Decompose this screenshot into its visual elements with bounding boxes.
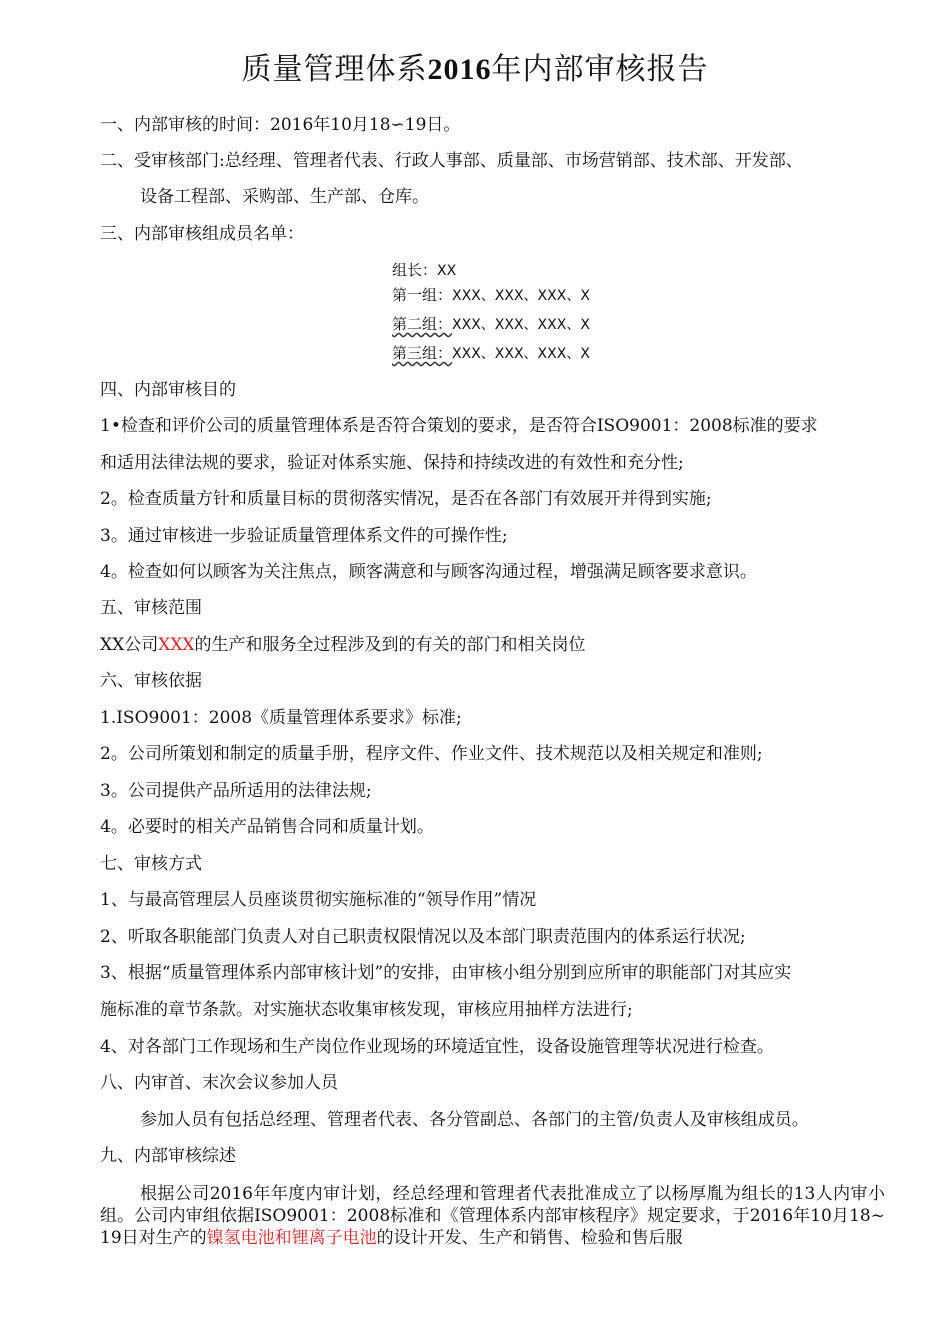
- section-5-scope: [100, 633, 890, 657]
- group-1-members: XXX、XXX、XXX、X: [452, 288, 590, 304]
- section-6-item-4: 4。必要时的相关产品销售合同和质量计划。: [100, 817, 434, 837]
- section-7-item-2: 2、听取各职能部门负责人对自己职责权限情况以及本部门职责范围内的体系运行状况;: [100, 927, 746, 947]
- team-leader: [392, 260, 950, 281]
- section-5-heading: 五、审核范围: [100, 598, 202, 618]
- section-6-item-2: 2。公司所策划和制定的质量手册，程序文件、作业文件、技术规范以及相关规定和准则;: [100, 744, 763, 764]
- page-title: [0, 44, 950, 88]
- group-3-label: 第三组：: [392, 344, 453, 362]
- audit-time: 一、内部审核的时间：2016年10月18∽19日。: [100, 115, 461, 135]
- scope-highlight: XXX: [158, 635, 195, 655]
- summary-text-b: 的设计开发、生产和销售、检验和售后服: [376, 1228, 683, 1248]
- group-3: [392, 343, 950, 364]
- section-4-item-3: 3。通过审核进一步验证质量管理体系文件的可操作性;: [100, 526, 508, 546]
- title-pre: 质量管理体系: [241, 52, 428, 87]
- section-7-item-3-cont: 施标准的章节条款。对实施状态收集审核发现，审核应用抽样方法进行;: [100, 1000, 633, 1020]
- section-4-item-4: 4。检查如何以顾客为关注焦点，顾客满意和与顾客沟通过程，增强满足顾客要求意识。: [100, 562, 757, 582]
- section-7-heading: 七、审核方式: [100, 854, 202, 874]
- section-4-item-1: 1•检查和评价公司的质量管理体系是否符合策划的要求，是否符合ISO9001：2008标准的要求: [100, 416, 818, 436]
- title-year: 2016: [427, 53, 492, 86]
- team-leader-label: 组长：: [392, 261, 438, 279]
- group-3-members: XXX、XXX、XXX、X: [452, 346, 590, 362]
- section-6-heading: 六、审核依据: [100, 671, 202, 691]
- group-2-members: XXX、XXX、XXX、X: [452, 317, 590, 333]
- group-1: [392, 285, 950, 306]
- section-7-item-3: 3、根据“质量管理体系内部审核计划”的安排，由审核小组分别到应所审的职能部门对其应实: [100, 963, 792, 983]
- section-8-attendees: 参加人员有包括总经理、管理者代表、各分管副总、各部门的主管/负责人及审核组成员。: [140, 1110, 809, 1130]
- summary-text-a: 根据公司2016年年度内审计划，经总经理和管理者代表批准成立了以杨厚胤为组长的13人内审小组。公司内审组依据ISO9001：2008标准和《管理体系内部审核程序》规定要求，于2016年10月18~19日对生产的: [100, 1184, 885, 1248]
- section-4-item-2: 2。检查质量方针和质量目标的贯彻落实情况，是否在各部门有效展开并得到实施;: [100, 489, 712, 509]
- section-9-summary: [100, 1183, 885, 1249]
- team-list-heading: 三、内部审核组成员名单：: [100, 224, 304, 244]
- section-6-item-1: 1.ISO9001：2008《质量管理体系要求》标准;: [100, 708, 462, 728]
- group-2-label: 第二组：: [392, 315, 453, 333]
- section-9-heading: 九、内部审核综述: [100, 1146, 236, 1166]
- group-1-label: 第一组：: [392, 286, 453, 304]
- team-leader-name: XX: [437, 263, 457, 279]
- title-post: 年内部审核报告: [491, 52, 709, 87]
- section-8-heading: 八、内审首、末次会议参加人员: [100, 1073, 338, 1093]
- summary-product-highlight: 镍氢电池和锂离子电池: [206, 1228, 377, 1248]
- section-7-item-4: 4、对各部门工作现场和生产岗位作业现场的环境适宜性，设备设施管理等状况进行检查。: [100, 1037, 774, 1057]
- scope-company: XX公司: [100, 635, 159, 655]
- section-7-item-1: 1、与最高管理层人员座谈贯彻实施标准的“领导作用”情况: [100, 890, 537, 910]
- section-4-heading: 四、内部审核目的: [100, 380, 236, 400]
- scope-rest: 的生产和服务全过程涉及到的有关的部门和相关岗位: [194, 635, 586, 655]
- group-2: [392, 314, 950, 335]
- audited-departments-cont: 设备工程部、采购部、生产部、仓库。: [140, 187, 429, 207]
- audited-departments: 二、受审核部门:总经理、管理者代表、行政人事部、质量部、市场营销部、技术部、开发部、: [100, 151, 803, 171]
- section-4-item-1-cont: 和适用法律法规的要求，验证对体系实施、保持和持续改进的有效性和充分性;: [100, 453, 684, 473]
- section-6-item-3: 3。公司提供产品所适用的法律法规;: [100, 781, 372, 801]
